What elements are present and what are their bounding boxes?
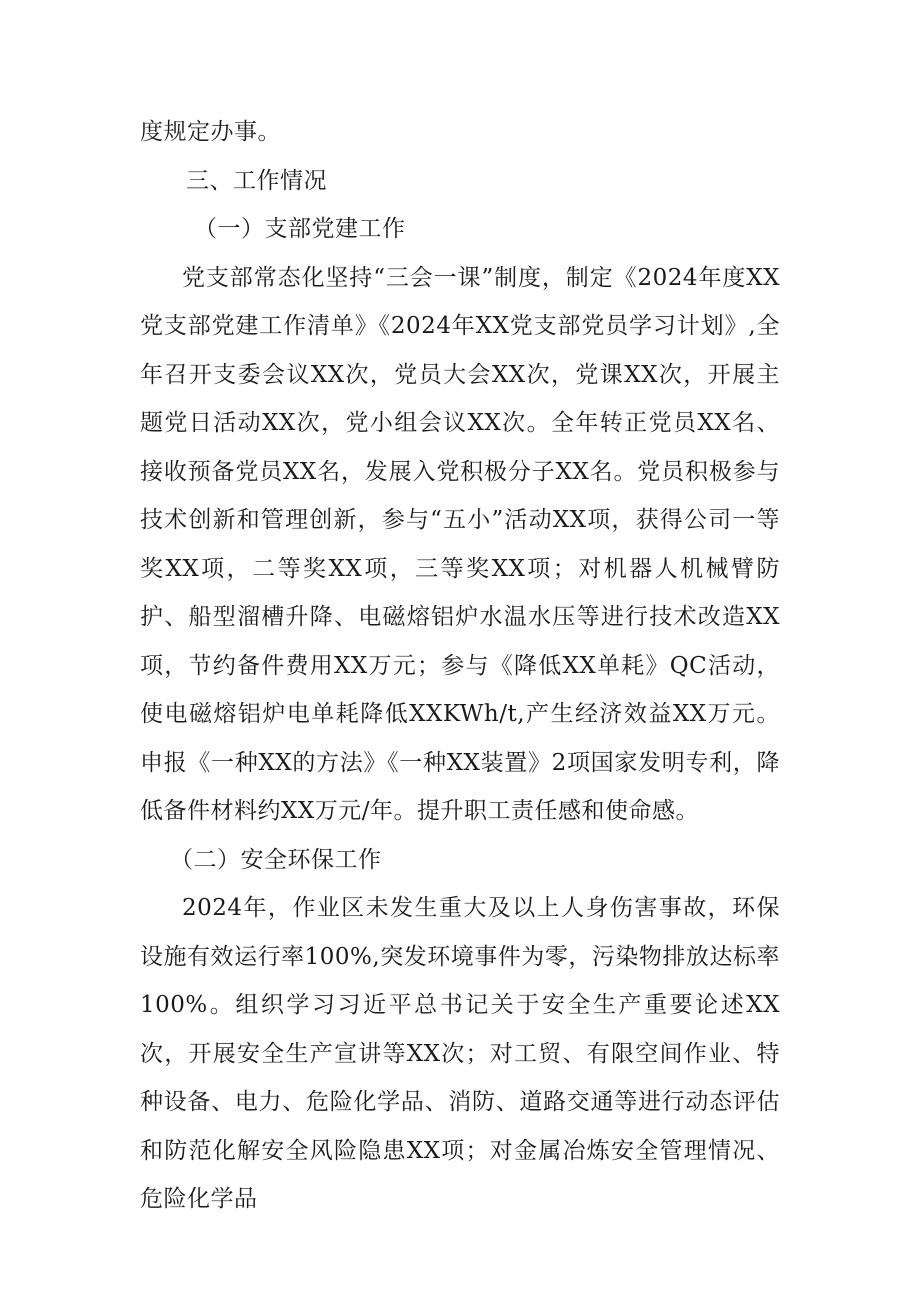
subsection-heading-party-building: （一）支部党建工作 <box>194 216 406 242</box>
continuation-text: 度规定办事。 <box>140 119 281 145</box>
paragraph-safety-environment: 2024年，作业区未发生重大及以上人身伤害事故，环保设施有效运行率100%,突发环境事件为零，污染物排放达标率100%。组织学习习近平总书记关于安全生产重要论述XX次，开展安全生产宣讲等XX次；对工贸、有限空间作业、特种设备、电力、危险化学品、消防、道路交通等进行动态评估和防范化解安全风险隐患XX项；对金属冶炼安全管理情况、危险化学品 <box>140 895 780 1212</box>
document-body <box>140 108 780 1224</box>
section-heading: 三、工作情况 <box>186 167 327 194</box>
subsection-heading-safety-environment: （二）安全环保工作 <box>170 846 382 873</box>
paragraph-party-building: 党支部常态化坚持“三会一课”制度，制定《2024年度XX党支部党建工作清单》《2024年XX党支部党员学习计划》,全年召开支委会议XX次，党员大会XX次，党课XX次，开展主题党日活动XX次，党小组会议XX次。全年转正党员XX名、接收预备党员XX名，发展入党积极分子XX名。党员积极参与技术创新和管理创新，参与“五小”活动XX项，获得公司一等奖XX项，二等奖XX项，三等奖XX项；对机器人机械臂防护、船型溜槽升降、电磁熔铝炉水温水压等进行技术改造XX项，节约备件费用XX万元；参与《降低XX单耗》QC活动，使电磁熔铝炉电单耗降低XXKWh/t,产生经济效益XX万元。申报《一种XX的方法》《一种XX装置》2项国家发明专利，降低备件材料约XX万元/年。提升职工责任感和使命感。 <box>140 264 780 824</box>
